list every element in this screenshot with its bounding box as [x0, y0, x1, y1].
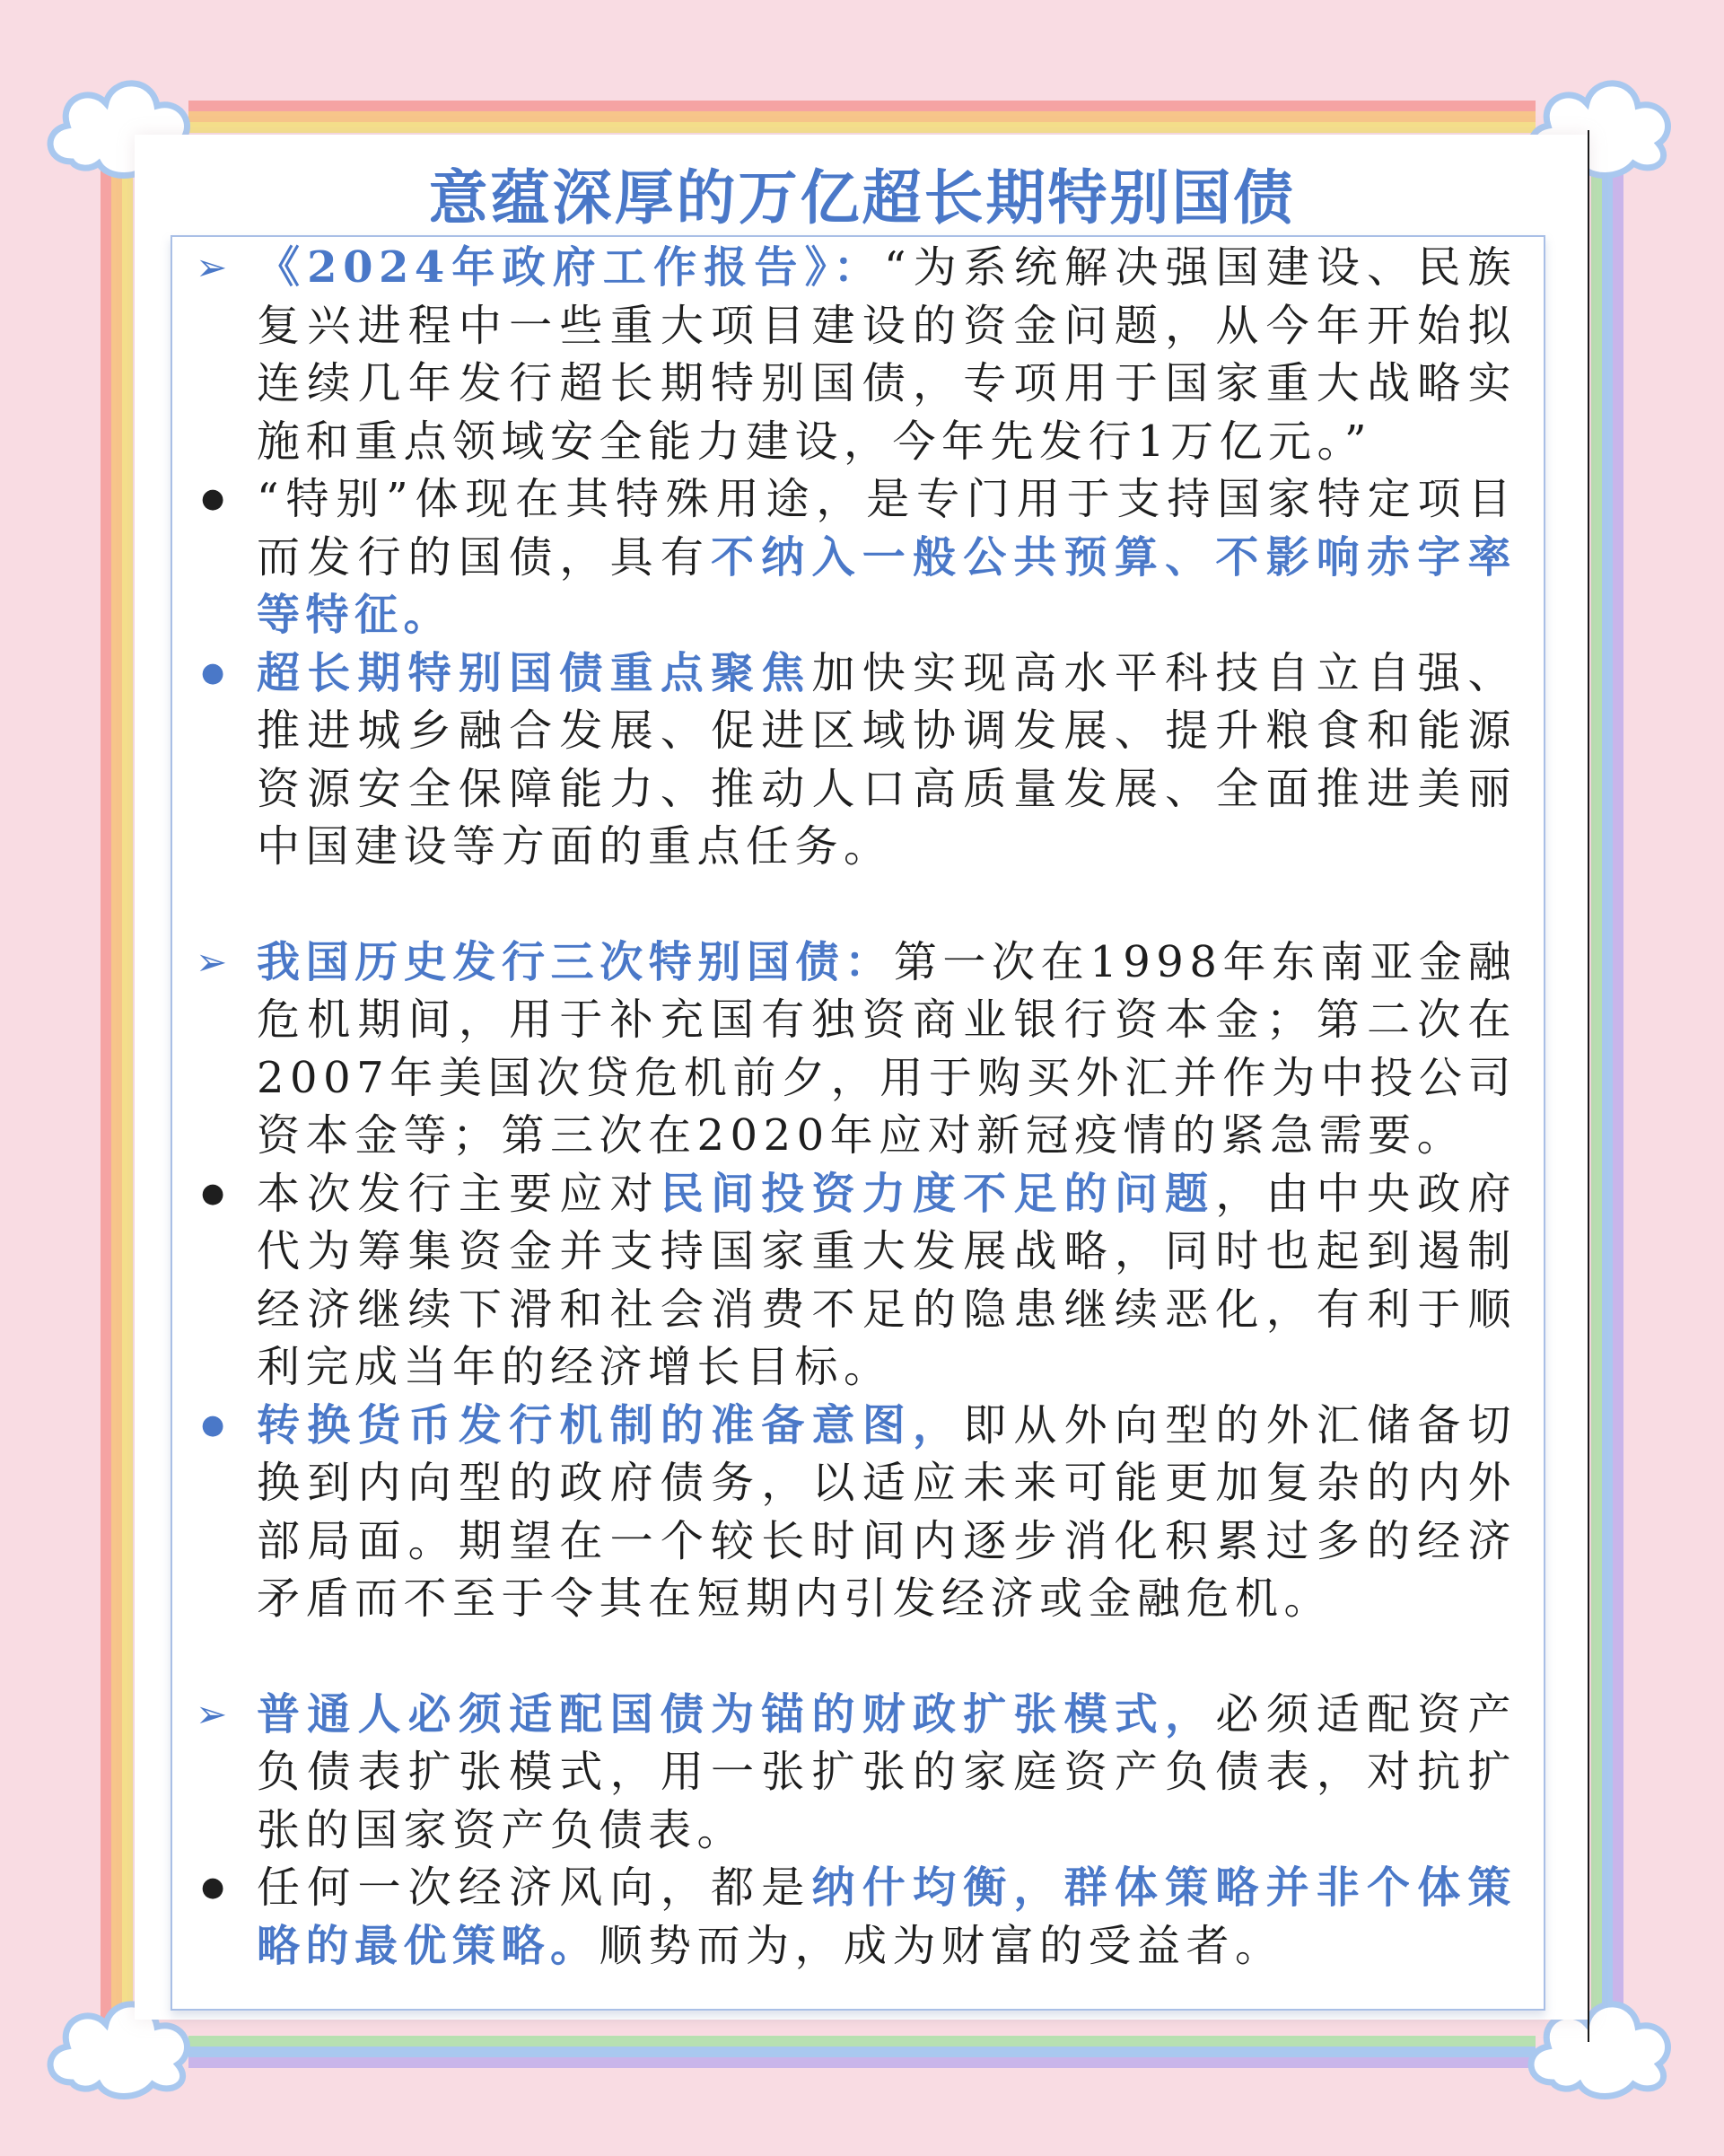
rainbow-stripe-left-orange [111, 135, 122, 2021]
bullet-highlight: 不纳入一般公共预算、不影响赤字率等特征。 [257, 531, 1517, 640]
rainbow-stripe-top-orange [188, 111, 1536, 122]
list-item [188, 1859, 1517, 1975]
rainbow-stripe-bottom-purple [188, 2057, 1536, 2068]
arrow-icon: ➢ [196, 939, 233, 984]
heading-text: 必须适配资产负债表扩张模式，用一张扩张的家庭资产负债表，对抗扩张的国家资产负债表。 [257, 1688, 1517, 1855]
spacer [188, 1628, 1517, 1686]
rainbow-stripe-bottom-green [188, 2036, 1536, 2046]
bullet-icon: ● [201, 1177, 231, 1209]
bullet-highlight: 超长期特别国债重点聚焦 [257, 647, 812, 698]
rainbow-stripe-right-green [1591, 135, 1602, 2021]
heading-text: 第一次在1998年东南亚金融危机期间，用于补充国有独资商业银行资本金；第二次在2007年美国次贷危机前夕，用于购买外汇并作为中投公司资本金等；第三次在2020年应对新冠疫情的紧急需要。 [257, 936, 1517, 1161]
bullet-icon: ● [201, 656, 231, 688]
bullet-text: 加快实现高水平科技自立自强、推进城乡融合发展、促进区域协调发展、提升粮食和能源资源安全保障能力、推动人口高质量发展、全面推进美丽中国建设等方面的重点任务。 [257, 647, 1517, 872]
bullet-text: 即从外向型的外汇储备切换到内向型的政府债务，以适应未来可能更加复杂的内外部局面。期望在一个较长时间内逐步消化积累过多的经济矛盾而不至于令其在短期内引发经济或金融危机。 [257, 1399, 1517, 1624]
rainbow-stripe-left-yellow [122, 135, 133, 2021]
section-heading [188, 933, 1517, 1165]
rainbow-stripe-left-red [101, 135, 111, 2021]
content [188, 239, 1517, 1975]
panel-edge-line [1588, 130, 1589, 2042]
section-heading [188, 1686, 1517, 1860]
bullet-icon: ● [201, 1871, 231, 1903]
bullet-text: 顺势而为，成为财富的受益者。 [599, 1920, 1284, 1971]
bullet-highlight: 民间投资力度不足的问题 [660, 1168, 1216, 1219]
arrow-icon: ➢ [196, 1691, 233, 1736]
bullet-highlight: 纳什均衡，群体策略并非个体策略的最优策略。 [257, 1862, 1517, 1971]
bullet-icon: ● [201, 1408, 231, 1441]
bullet-text: ，由中央政府代为筹集资金并支持国家重大发展战略，同时也起到遏制经济继续下滑和社会消费不足的隐患继续恶化，有利于顺利完成当年的经济增长目标。 [257, 1168, 1517, 1392]
rainbow-stripe-bottom-blue [188, 2046, 1536, 2057]
arrow-icon: ➢ [196, 245, 233, 289]
bullet-text: “特别”体现在其特殊用途，是专门用于支持国家特定项目而发行的国债，具有 [257, 474, 1517, 583]
heading-highlight: 《2024年政府工作报告》： [257, 242, 884, 293]
section-heading [188, 239, 1517, 470]
list-item [188, 1165, 1517, 1397]
page-title: 意蕴深厚的万亿超长期特别国债 [428, 162, 1296, 232]
heading-highlight: 我国历史发行三次特别国债： [257, 936, 894, 987]
bullet-highlight: 转换货币发行机制的准备意图， [257, 1399, 964, 1450]
heading-text: “为系统解决强国建设、民族复兴进程中一些重大项目建设的资金问题，从今年开始拟连续几年发行超长期特别国债，专项用于国家重大战略实施和重点领域安全能力建设，今年先发行1万亿元。” [257, 242, 1517, 467]
rainbow-stripe-right-blue [1602, 135, 1613, 2021]
rainbow-stripe-top-yellow [188, 122, 1536, 133]
rainbow-stripe-top-red [188, 101, 1536, 111]
rainbow-stripe-right-purple [1613, 135, 1623, 2021]
heading-highlight: 普通人必须适配国债为锚的财政扩张模式， [257, 1688, 1216, 1740]
list-item [188, 644, 1517, 876]
bullet-text: 任何一次经济风向，都是 [257, 1862, 812, 1913]
list-item [188, 1397, 1517, 1628]
list-item [188, 470, 1517, 644]
bullet-icon: ● [201, 483, 231, 514]
bullet-text: 本次发行主要应对 [257, 1168, 661, 1219]
spacer [188, 876, 1517, 933]
